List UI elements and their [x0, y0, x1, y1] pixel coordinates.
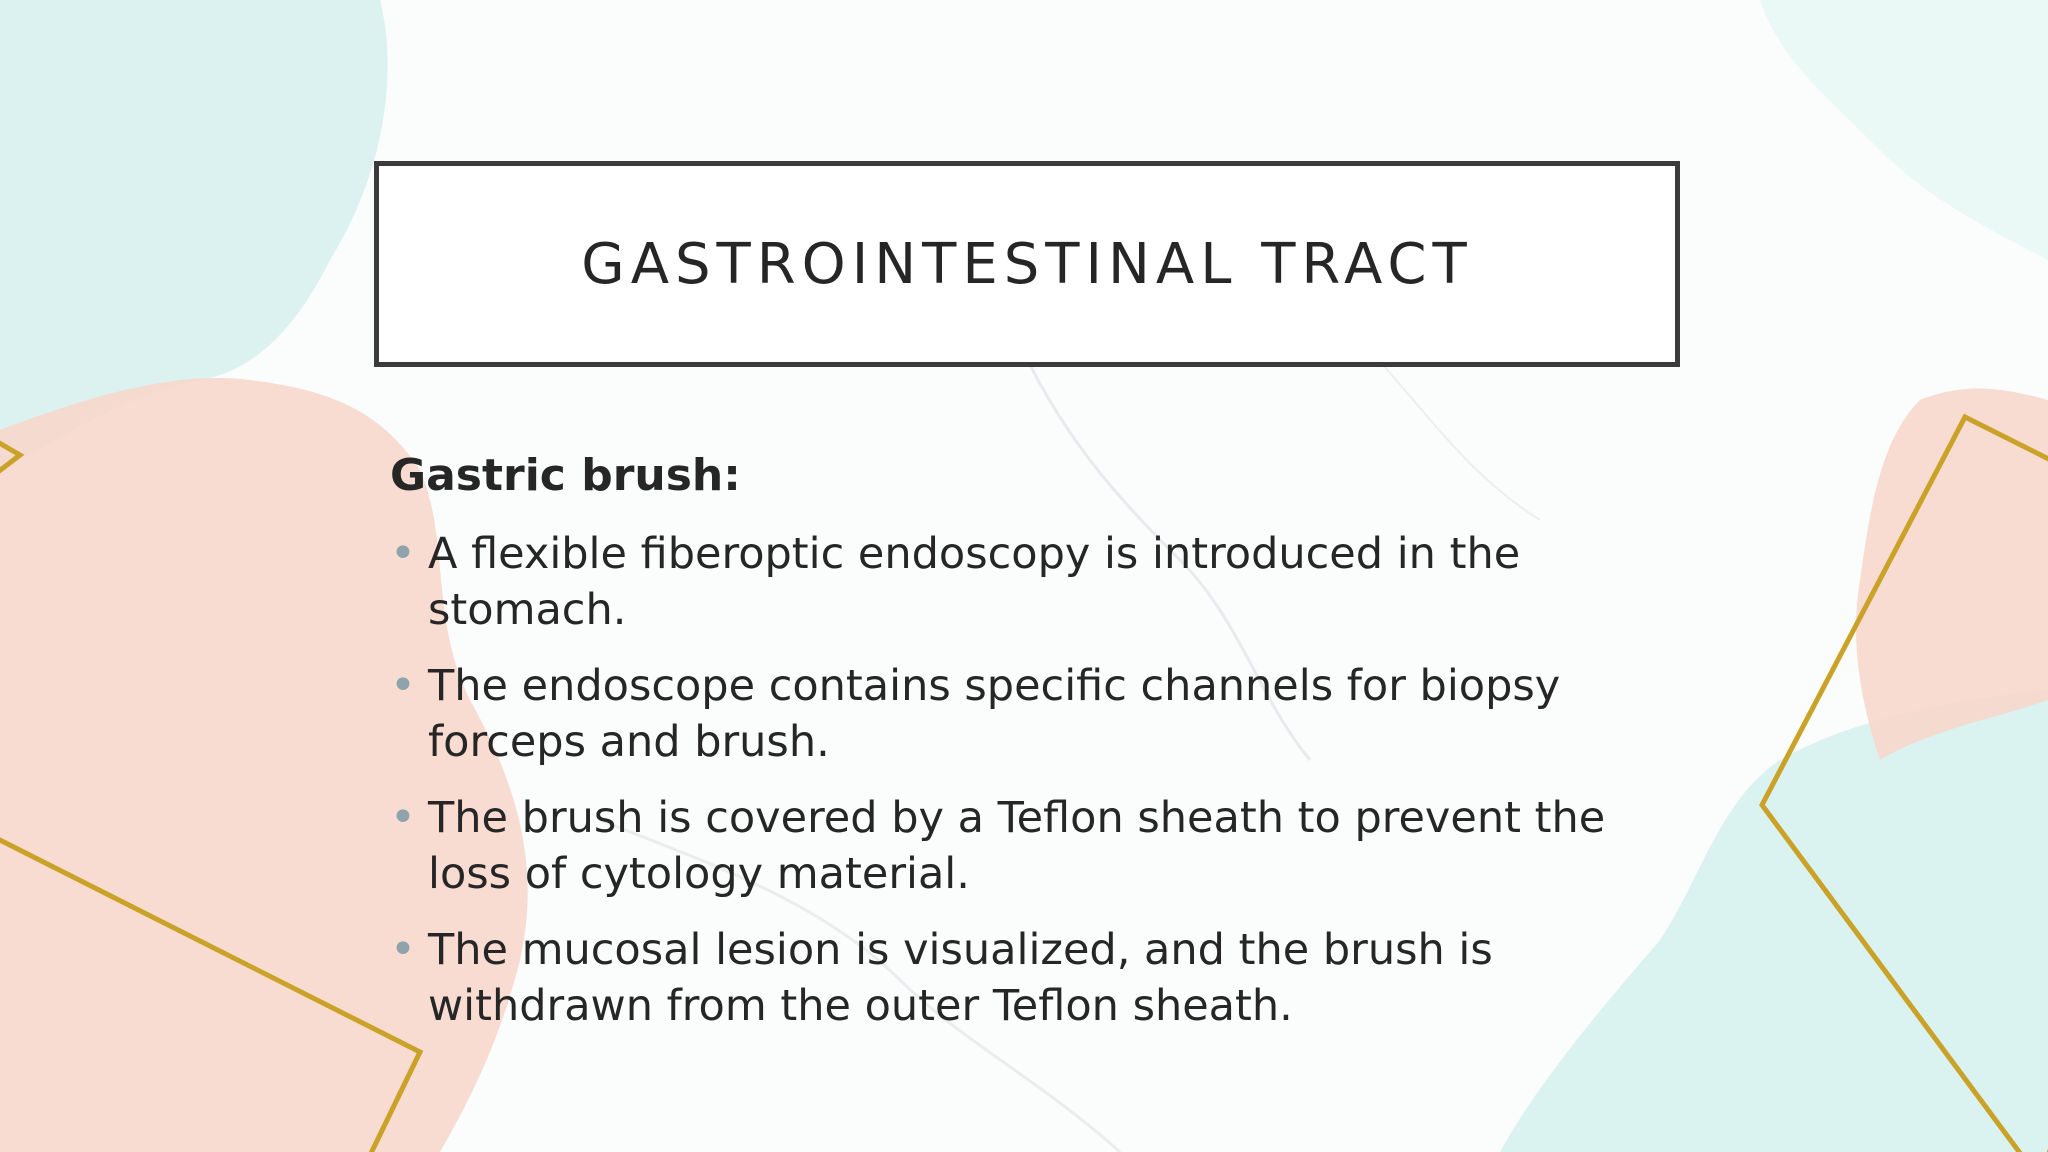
bullet-text: The brush is covered by a Teflon sheath to prevent the loss of cytology material.	[428, 793, 1606, 899]
bullet-text: The mucosal lesion is visualized, and the brush is withdrawn from the outer Teflon sheath.	[428, 925, 1493, 1031]
bullet-text: A flexible fiberoptic endoscopy is introduced in the stomach.	[428, 529, 1521, 635]
title-box	[374, 161, 1680, 367]
bullet-list	[390, 526, 1690, 1034]
bullet-icon: •	[390, 528, 416, 579]
bullet-icon: •	[390, 924, 416, 975]
bullet-text: The endoscope contains specific channels for biopsy forceps and brush.	[428, 661, 1561, 767]
content-area	[390, 446, 1690, 1054]
list-item	[390, 658, 1690, 770]
mint-wash-top-right	[1760, 0, 2048, 260]
section-heading: Gastric brush:	[390, 450, 741, 501]
list-item	[390, 922, 1690, 1034]
list-item	[390, 790, 1690, 902]
bullet-icon: •	[390, 792, 416, 843]
list-item	[390, 526, 1690, 638]
slide-title: GASTROINTESTINAL TRACT	[581, 231, 1473, 297]
bullet-icon: •	[390, 660, 416, 711]
